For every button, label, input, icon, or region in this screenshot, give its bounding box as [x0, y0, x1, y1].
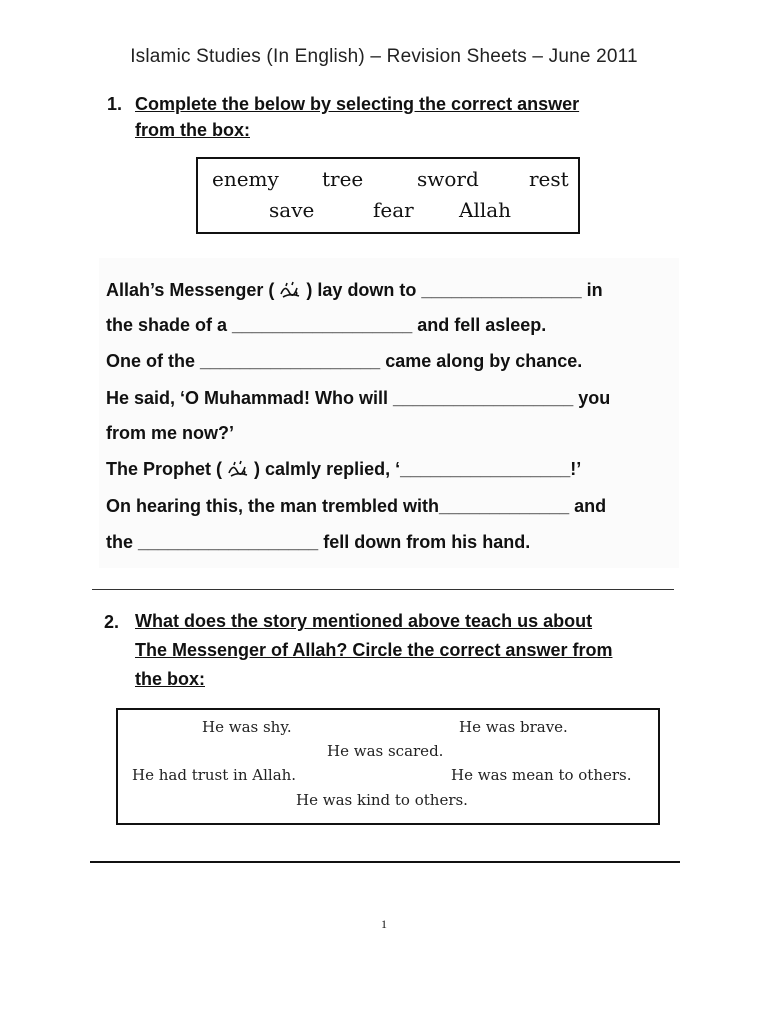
- story-line-6-end: ) calmly replied, ‘_________________!’: [254, 459, 582, 479]
- word-bank-item: tree: [322, 167, 364, 191]
- answer-choices-box: [116, 708, 660, 825]
- bottom-divider: [90, 861, 680, 863]
- word-bank-item: Allah: [459, 198, 512, 222]
- answer-choice[interactable]: He had trust in Allah.: [132, 766, 297, 784]
- story-line-4: He said, ‘O Muhammad! Who will __________________ you: [106, 388, 611, 408]
- answer-choice[interactable]: He was scared.: [327, 742, 444, 760]
- word-bank-item: enemy: [212, 167, 279, 191]
- word-bank-item: fear: [373, 198, 414, 222]
- question-1-number: 1.: [107, 94, 123, 114]
- page-header: Islamic Studies (In English) – Revision Sheets – June 2011: [130, 46, 638, 67]
- word-bank-item: rest: [529, 167, 569, 191]
- story-line-6-start: The Prophet (: [106, 459, 222, 479]
- word-bank-box: [196, 157, 580, 234]
- page-number: 1: [381, 917, 387, 931]
- story-line-5: from me now?’: [106, 423, 235, 443]
- story-line-6: [106, 459, 581, 480]
- word-bank-item: sword: [417, 167, 479, 191]
- question-2-number: 2.: [104, 612, 120, 632]
- pbuh-calligraphy-icon: [227, 459, 249, 479]
- story-line-1-end: ) lay down to ________________ in: [306, 280, 603, 300]
- question-1-text-line-2: from the box:: [135, 120, 250, 140]
- pbuh-calligraphy-icon: [279, 280, 301, 300]
- story-line-8: the __________________ fell down from his hand.: [106, 532, 531, 552]
- question-1-text-line-1: Complete the below by selecting the correct answer: [135, 94, 580, 114]
- question-2-text-line-2: The Messenger of Allah? Circle the correct answer from: [135, 640, 613, 660]
- answer-choice[interactable]: He was kind to others.: [296, 791, 468, 809]
- story-line-2: the shade of a __________________ and fell asleep.: [106, 315, 547, 335]
- word-bank-item: save: [269, 198, 315, 222]
- question-2-text-line-1: What does the story mentioned above teach us about: [135, 611, 593, 631]
- story-line-1: [106, 280, 603, 301]
- story-line-7: On hearing this, the man trembled with_____________ and: [106, 496, 607, 516]
- section-divider: [92, 589, 674, 590]
- story-line-1-start: Allah’s Messenger (: [106, 280, 275, 300]
- story-line-3: One of the __________________ came along by chance.: [106, 351, 583, 371]
- question-2-text-line-3: the box:: [135, 669, 205, 689]
- answer-choice[interactable]: He was mean to others.: [451, 766, 632, 784]
- answer-choice[interactable]: He was shy.: [202, 718, 292, 736]
- story-passage-background: [99, 258, 679, 568]
- answer-choice[interactable]: He was brave.: [459, 718, 568, 736]
